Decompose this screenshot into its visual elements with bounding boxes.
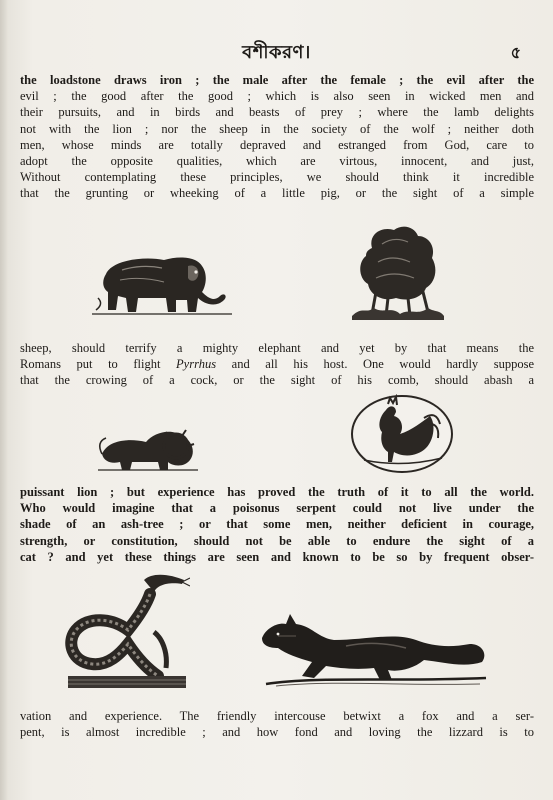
text-line: the loadstone draws iron ; the male after the female ; the evil after the xyxy=(20,73,534,87)
text-line: strength, or constitution, should not be able to endure the sight of a xyxy=(20,533,534,548)
paragraph-4 xyxy=(20,708,534,740)
text-line: Without contemplating these principles, we should think it incredible xyxy=(20,170,534,185)
elephant-woodcut xyxy=(92,252,232,318)
text-line: not with the lion ; nor the sheep in the society of the wolf ; neither doth xyxy=(20,121,534,136)
text-line: adopt the opposite qualities, which are virtous, innocent, and just, xyxy=(20,154,534,169)
cock-woodcut xyxy=(350,394,454,474)
text-fragment: Romans put to flight xyxy=(20,357,161,372)
text-line: that the grunting or wheeking of a little pig, or the sight of a simple xyxy=(20,186,534,201)
paragraph-2 xyxy=(20,340,534,389)
text-line: evil ; the good after the good ; which is also seen in wicked men and xyxy=(20,89,534,104)
serpent-woodcut xyxy=(62,572,190,692)
text-line: shade of an ash-tree ; or that some men, neither deficient in courage, xyxy=(20,517,534,532)
text-line: puissant lion ; but experience has proved the truth of it to all the world. xyxy=(20,485,534,499)
text-fragment: and all his host. One would hardly suppose xyxy=(231,357,535,372)
text-line: their pursuits, and in birds and beasts of prey ; where the lamb delights xyxy=(20,105,534,120)
text-line: cat ? and yet these things are seen and known to be so by frequent obser- xyxy=(20,549,534,564)
text-line: pent, is almost incredible ; and how fond and loving the lizzard is to xyxy=(20,725,534,740)
paragraph-1 xyxy=(20,72,534,202)
text-line: vation and experience. The friendly intercouse betwixt a fox and a ser- xyxy=(20,709,534,723)
lion-woodcut xyxy=(98,418,198,472)
page-header xyxy=(0,38,553,64)
italic-name: Pyrrhus xyxy=(176,357,217,372)
paragraph-3 xyxy=(20,484,534,565)
text-line: sheep, should terrify a mighty elephant and yet by that means the xyxy=(20,341,534,355)
text-line: that the crowing of a cock, or the sight of his comb, should abash a xyxy=(20,373,534,388)
sheep-woodcut xyxy=(352,222,444,320)
page-number: ৫ xyxy=(510,43,521,62)
text-line xyxy=(20,356,534,372)
text-line: Who would imagine that a poisonus serpent could not live under the xyxy=(20,501,534,516)
fox-woodcut xyxy=(256,610,490,688)
text-line: men, whose minds are totally depraved and estranged from God, care to xyxy=(20,137,534,152)
running-head: বশীকরণ। xyxy=(242,42,311,63)
